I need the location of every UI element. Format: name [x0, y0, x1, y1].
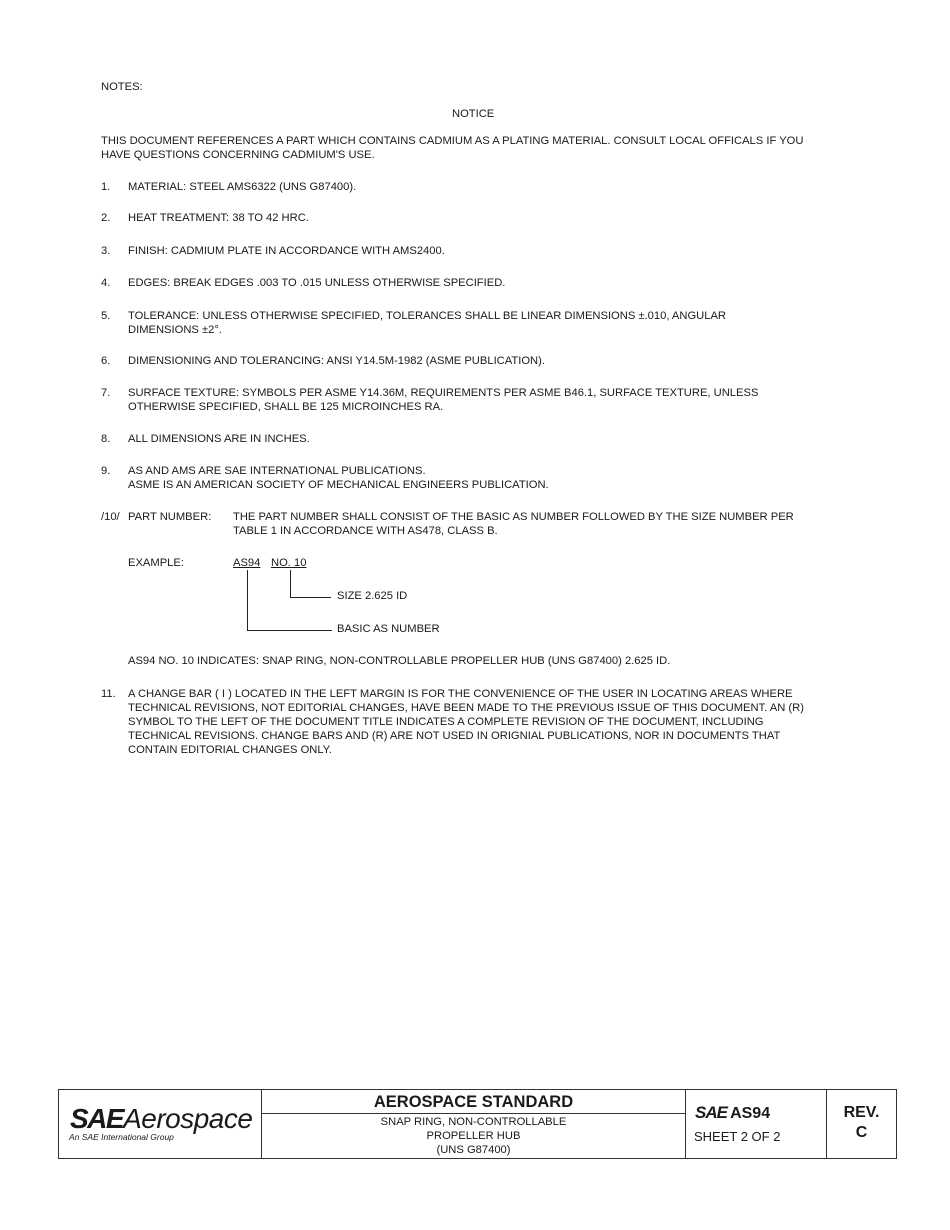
example-size-number: NO. 10 — [271, 557, 307, 569]
note-line: TOLERANCE: UNLESS OTHERWISE SPECIFIED, TOLERANCES SHALL BE LINEAR DIMENSIONS ±.010, ANGULAR — [128, 310, 727, 322]
note-line: OTHERWISE SPECIFIED, SHALL BE 125 MICROINCHES RA. — [128, 401, 444, 413]
note-number: 3. — [101, 245, 111, 257]
title-block-title-cell — [262, 1090, 686, 1158]
note-number: 7. — [101, 387, 111, 399]
note-line: TABLE 1 IN ACCORDANCE WITH AS478, CLASS B. — [233, 525, 498, 537]
revision-label: REV. — [843, 1104, 880, 1121]
document-number — [695, 1103, 770, 1125]
part-title-line: SNAP RING, NON-CONTROLLABLE — [380, 1116, 567, 1128]
note-number: 9. — [101, 465, 111, 477]
size-callout: SIZE 2.625 ID — [337, 590, 408, 602]
note-number: /10/ — [101, 511, 120, 523]
revision-value: C — [855, 1124, 868, 1141]
note-number: 2. — [101, 212, 111, 224]
note-number: 5. — [101, 310, 111, 322]
notice-text — [101, 134, 803, 162]
sae-aerospace-logo — [70, 1104, 252, 1134]
note-number: 8. — [101, 433, 111, 445]
logo-sae-text: SAE — [70, 1103, 124, 1134]
example-basic-number: AS94 — [233, 557, 261, 569]
note-number: 6. — [101, 355, 111, 367]
note-line: ALL DIMENSIONS ARE IN INCHES. — [128, 433, 310, 445]
notice-line: HAVE QUESTIONS CONCERNING CADMIUM'S USE. — [101, 149, 375, 161]
part-number-label: PART NUMBER: — [128, 511, 212, 523]
note-line: CONTAIN EDITORIAL CHANGES ONLY. — [128, 744, 332, 756]
part-title-line: (UNS G87400) — [436, 1144, 511, 1156]
note-line: TECHNICAL REVISIONS. CHANGE BARS AND (R) ARE NOT USED IN ORIGNIAL PUBLICATIONS, NOR IN DOCUMENTS THAT — [128, 730, 781, 742]
note-line: SURFACE TEXTURE: SYMBOLS PER ASME Y14.36M, REQUIREMENTS PER ASME B46.1, SURFACE TEXTURE, UNLESS — [128, 387, 759, 399]
doc-number-text: AS94 — [730, 1105, 771, 1122]
example-indicates: AS94 NO. 10 INDICATES: SNAP RING, NON-CONTROLLABLE PROPELLER HUB (UNS G87400) 2.625 ID. — [128, 655, 671, 667]
basic-leader-horizontal — [247, 630, 332, 631]
sheet-number: SHEET 2 OF 2 — [694, 1129, 781, 1144]
standard-title: AEROSPACE STANDARD — [262, 1090, 685, 1114]
note-line: MATERIAL: STEEL AMS6322 (UNS G87400). — [128, 181, 357, 193]
note-line: A CHANGE BAR ( I ) LOCATED IN THE LEFT MARGIN IS FOR THE CONVENIENCE OF THE USER IN LOCATING AREAS WHERE — [128, 688, 793, 700]
note-line: AS AND AMS ARE SAE INTERNATIONAL PUBLICATIONS. — [128, 465, 426, 477]
logo-tagline: An SAE International Group — [69, 1132, 174, 1142]
note-line: ASME IS AN AMERICAN SOCIETY OF MECHANICAL ENGINEERS PUBLICATION. — [128, 479, 549, 491]
sae-small-logo: SAE — [695, 1103, 727, 1122]
note-line: DIMENSIONS ±2°. — [128, 324, 222, 336]
note-line: EDGES: BREAK EDGES .003 TO .015 UNLESS OTHERWISE SPECIFIED. — [128, 277, 506, 289]
title-block-logo-cell — [59, 1090, 262, 1158]
note-line: DIMENSIONING AND TOLERANCING: ANSI Y14.5M-1982 (ASME PUBLICATION). — [128, 355, 545, 367]
notes-label: NOTES: — [101, 81, 143, 93]
basic-callout: BASIC AS NUMBER — [337, 623, 440, 635]
note-number: 11. — [101, 688, 116, 700]
note-line: THE PART NUMBER SHALL CONSIST OF THE BASIC AS NUMBER FOLLOWED BY THE SIZE NUMBER PER — [233, 511, 794, 523]
note-line: SYMBOL TO THE LEFT OF THE DOCUMENT TITLE INDICATES A COMPLETE REVISION OF THE DOCUMENT, INCLUDING — [128, 716, 764, 728]
note-line: TECHNICAL REVISIONS, NOT EDITORIAL CHANGES, HAVE BEEN MADE TO THE PREVIOUS ISSUE OF THIS DOCUMENT. AN (R) — [128, 702, 804, 714]
part-title — [262, 1115, 685, 1157]
basic-leader-vertical — [247, 570, 248, 630]
example-label: EXAMPLE: — [128, 557, 184, 569]
note-line: HEAT TREATMENT: 38 TO 42 HRC. — [128, 212, 309, 224]
logo-aerospace-text: Aerospace — [123, 1103, 253, 1134]
note-line: FINISH: CADMIUM PLATE IN ACCORDANCE WITH AMS2400. — [128, 245, 445, 257]
notice-line: THIS DOCUMENT REFERENCES A PART WHICH CONTAINS CADMIUM AS A PLATING MATERIAL. CONSULT LOCAL OFFICALS IF YOU — [101, 135, 804, 147]
title-block-docnum-cell — [686, 1090, 827, 1158]
part-title-line: PROPELLER HUB — [426, 1130, 521, 1142]
notice-title: NOTICE — [452, 108, 495, 120]
size-leader-horizontal — [290, 597, 331, 598]
note-number: 1. — [101, 181, 111, 193]
title-block — [58, 1089, 897, 1159]
size-leader-vertical — [290, 570, 291, 597]
note-number: 4. — [101, 277, 111, 289]
title-block-rev-cell — [827, 1090, 896, 1158]
